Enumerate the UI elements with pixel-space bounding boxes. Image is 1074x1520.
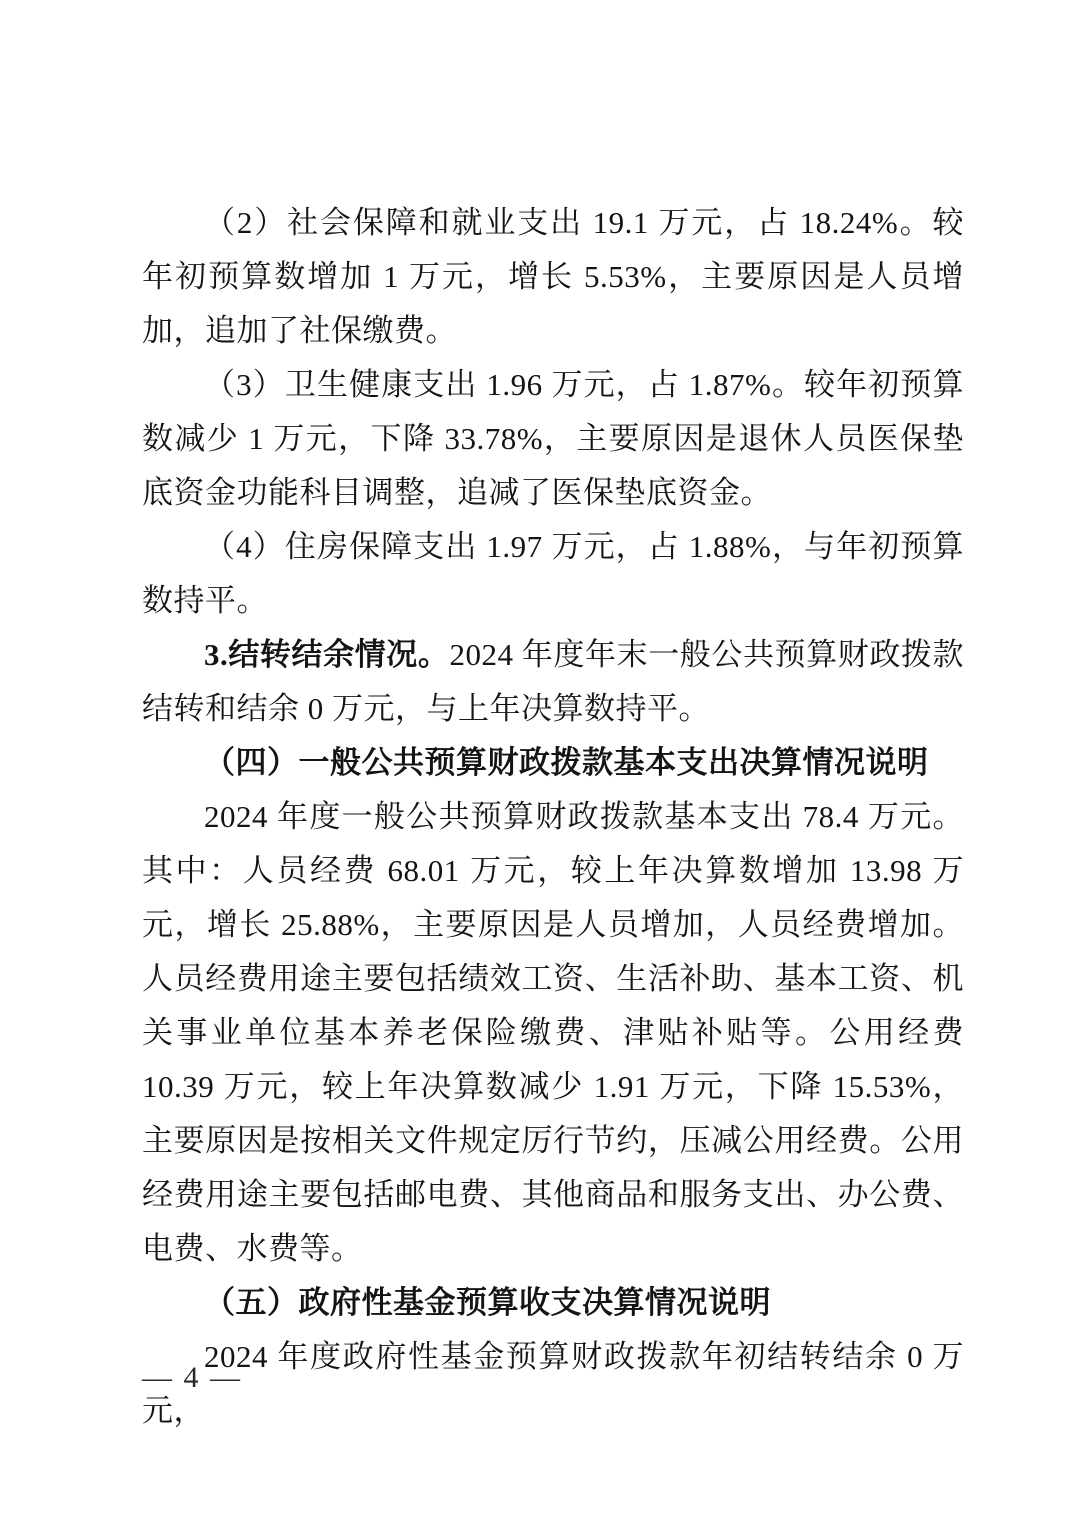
para-government-fund-detail <box>142 1330 964 1438</box>
para-social-security-expenditure <box>142 196 964 358</box>
para-text: 2024 年度一般公共预算财政拨款基本支出 78.4 万元。其中：人员经费 68.01 万元，较上年决算数增加 13.98 万元，增长 25.88%，主要原因是人员增加，人员经费增加。人员经费用途主要包括绩效工资、生活补助、基本工资、机关事业单位基本养老保险缴费、津贴补贴等。公用经费 10.39 万元，较上年决算数减少 1.91 万元，下降 15.53%，主要原因是按相关文件规定厉行节约，压减公用经费。公用经费用途主要包括邮电费、其他商品和服务支出、办公费、电费、水费等。 <box>142 799 964 1266</box>
para-health-expenditure <box>142 358 964 520</box>
document-body <box>142 196 964 1438</box>
para-text: 2024 年度政府性基金预算财政拨款年初结转结余 0 万元， <box>142 1339 964 1428</box>
para-housing-expenditure <box>142 520 964 628</box>
para-text: （3）卫生健康支出 1.96 万元，占 1.87%。较年初预算数减少 1 万元，下降 33.78%，主要原因是退休人员医保垫底资金功能科目调整，追减了医保垫底资金。 <box>142 367 964 510</box>
para-carryover-balance <box>142 628 964 736</box>
para-text: （2）社会保障和就业支出 19.1 万元，占 18.24%。较年初预算数增加 1 万元，增长 5.53%，主要原因是人员增加，追加了社保缴费。 <box>142 205 964 348</box>
para-text: （4）住房保障支出 1.97 万元，占 1.88%，与年初预算数持平。 <box>142 529 964 618</box>
para-bold-lead: 3.结转结余情况。 <box>204 637 450 672</box>
para-basic-expenditure-detail <box>142 790 964 1276</box>
section-heading-text: （四）一般公共预算财政拨款基本支出决算情况说明 <box>204 745 929 780</box>
heading-basic-expenditure-section <box>142 736 964 790</box>
page-footer <box>142 1358 242 1398</box>
section-heading-text: （五）政府性基金预算收支决算情况说明 <box>204 1285 771 1320</box>
heading-government-fund-section <box>142 1276 964 1330</box>
page-number: — 4 — <box>142 1361 242 1394</box>
para-text: 2024 年度年末一般公共预算财政拨款结转和结余 0 万元，与上年决算数持平。 <box>142 637 965 726</box>
